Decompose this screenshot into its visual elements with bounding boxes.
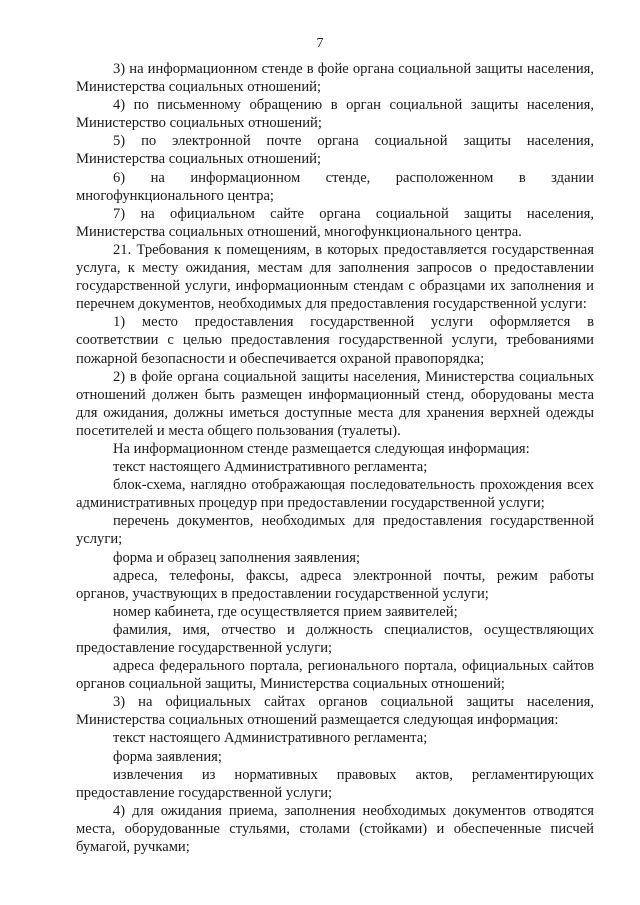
paragraph: 3) на официальных сайтах органов социальной защиты населения, Министерства социальных отношений размещается следующая информация: bbox=[76, 694, 594, 729]
paragraph: форма заявления; bbox=[113, 748, 222, 765]
paragraph: 3) на информационном стенде в фойе органа социальной защиты населения, Министерства социальных отношений; bbox=[76, 61, 594, 96]
paragraph: 7) на официальном сайте органа социальной защиты населения, Министерства социальных отношений, многофункционального центра. bbox=[76, 205, 594, 240]
paragraph: 5) по электронной почте органа социальной защиты населения, Министерства социальных отношений; bbox=[76, 133, 594, 168]
paragraph: 21. Требования к помещениям, в которых предоставляется государственная услуга, к месту ожидания, местам для заполнения запросов о предоставлении государственной услуги, информационным стендам с образцами их заполнения и перечнем документов, необходимых для предоставления государственной услуги: bbox=[76, 241, 594, 313]
paragraph: 6) на информационном стенде, расположенном в здании многофункционального центра; bbox=[76, 169, 594, 204]
paragraph: 4) для ожидания приема, заполнения необходимых документов отводятся места, оборудованные стульями, столами (стойками) и обеспеченные писчей бумагой, ручками; bbox=[76, 802, 594, 856]
paragraph: На информационном стенде размещается следующая информация: bbox=[113, 440, 530, 457]
paragraph: текст настоящего Административного регламента; bbox=[113, 730, 428, 747]
paragraph: перечень документов, необходимых для предоставления государственной услуги; bbox=[76, 513, 594, 548]
paragraph: 4) по письменному обращению в орган социальной защиты населения, Министерство социальных отношений; bbox=[76, 97, 594, 132]
paragraph: 2) в фойе органа социальной защиты населения, Министерства социальных отношений должен быть размещен информационный стенд, оборудованы места для ожидания, должны иметься доступные места для хранения верхней одежды посетителей и места общего пользования (туалеты). bbox=[76, 368, 594, 439]
paragraph: 1) место предоставления государственной услуги оформляется в соответствии с целью предоставления государственной услуги, требованиями пожарной безопасности и обеспечивается охраной правопорядка; bbox=[76, 314, 594, 367]
paragraph: номер кабинета, где осуществляется прием заявителей; bbox=[113, 603, 458, 620]
paragraph: адреса федерального портала, регионального портала, официальных сайтов органов социальной защиты, Министерства социальных отношений; bbox=[76, 658, 594, 693]
paragraph: извлечения из нормативных правовых актов, регламентирующих предоставление государственной услуги; bbox=[76, 766, 594, 801]
paragraph: адреса, телефоны, факсы, адреса электронной почты, режим работы органов, участвующих в предоставлении государственной услуги; bbox=[76, 567, 594, 602]
paragraph: блок-схема, наглядно отображающая последовательность прохождения всех административных процедур при предоставлении государственной услуги; bbox=[76, 477, 594, 512]
paragraph: текст настоящего Административного регламента; bbox=[113, 459, 428, 476]
document-body bbox=[76, 60, 594, 856]
paragraph: форма и образец заполнения заявления; bbox=[113, 549, 361, 566]
page-number: 7 bbox=[316, 36, 324, 51]
paragraph: фамилия, имя, отчество и должность специалистов, осуществляющих предоставление государственной услуги; bbox=[76, 621, 594, 656]
